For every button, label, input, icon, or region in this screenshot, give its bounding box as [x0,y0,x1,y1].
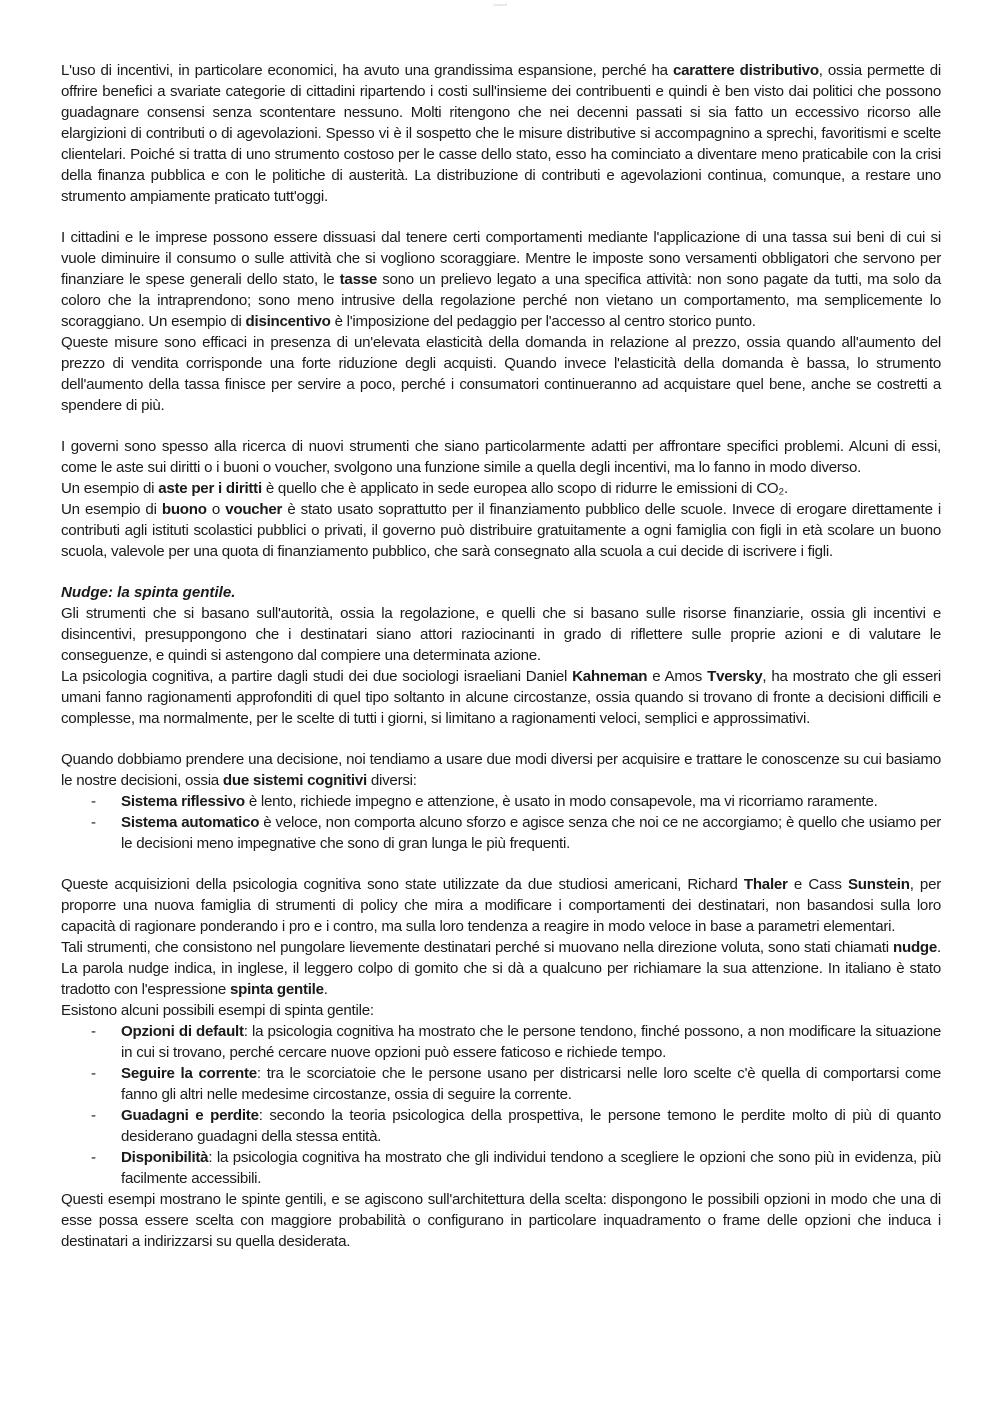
bold-term: voucher [225,501,283,518]
text-run: Un esempio di [61,480,159,497]
paragraph [61,937,941,1000]
text-run: sono un prelievo legato a una specifica attività: non sono pagate da tutti, ma solo da coloro che la intraprendono; sono meno intrusive della regolazione perché non vietano un comportamento, ma semplicemente lo scoraggiano. Un esempio di [61,271,941,330]
paragraph [61,603,941,666]
bold-term: Sistema automatico [121,814,260,831]
text-run: I governi sono spesso alla ricerca di nuovi strumenti che siano particolarmente adatti per affrontare specifici problemi. Alcuni di essi, come le aste sui diritti o i buoni o voucher, svolgono una funzione simile a quella degli incentivi, ma lo fanno in modo diverso. [61,438,941,476]
section-heading: Nudge: la spinta gentile. [61,584,236,601]
paragraph [61,749,941,791]
paragraph [61,499,941,562]
section-gap [61,562,941,582]
text-run: , ossia permette di offrire benefici a svariate categorie di cittadini ripartendo i costi sull'insieme dei contribuenti e quindi è ben visto dai politici che possono guadagnare consensi senza scontentare nessuno. Molti ritengono che nei decenni passati si sia fatto un eccessivo ricorso alle elargizioni di contributi o di agevolazioni. Spesso vi è il sospetto che le misure distributive si accompagnino a sprechi, favoritismi e scelte clientelari. Poiché si tratta di uno strumento costoso per le casse dello stato, esso ha cominciato a diventare meno praticabile con la crisi della finanza pubblica e con le politiche di austerità. La distribuzione di contributi e agevolazioni continua, comunque, a restare uno strumento ampiamente praticato tutt'oggi. [61,62,941,205]
section-gap [61,416,941,436]
paragraph [61,1189,941,1252]
text-run: è quello che è applicato in sede europea allo scopo di ridurre le emissioni di CO₂. [261,480,788,497]
document-page [61,60,941,1252]
bold-term: tasse [339,271,378,288]
text-run: . La parola nudge indica, in inglese, il leggero colpo di gomito che si dà a qualcuno per richiamare la sua attenzione. In italiano è stato tradotto con l'espressione [61,939,941,998]
bold-term: carattere distributivo [672,62,819,79]
text-run: , ha mostrato che gli esseri umani fanno ragionamenti approfonditi di quel tipo soltanto in alcune circostanze, ossia quando si trovano di fronte a decisioni difficili e complesse, ma normalmente, per le scelte di tutti i giorni, si limitano a ragionamenti veloci, semplici e approssimativi. [61,668,941,727]
bold-term: Thaler [743,876,788,893]
bold-term: disincentivo [245,313,331,330]
dash-list [61,1021,941,1189]
text-run: diversi: [366,772,417,789]
paragraph [61,874,941,937]
text-run: Queste acquisizioni della psicologia cognitiva sono state utilizzate da due studiosi americani, Richard [61,876,744,893]
text-run: : tra le scorciatoie che le persone usano per districarsi nelle loro scelte c'è quella di comportarsi come fanno gli altri nelle medesime circostanze, ossia di seguire la corrente. [121,1065,941,1103]
bold-term: Tversky [707,668,763,685]
list-item [121,791,941,812]
text-run: e Amos [647,668,708,685]
text-run: La psicologia cognitiva, a partire dagli studi dei due sociologi israeliani Daniel [61,668,573,685]
list-item [121,1021,941,1063]
text-run: Esistono alcuni possibili esempi di spinta gentile: [61,1002,374,1019]
text-run: e Cass [787,876,848,893]
text-run: o [206,501,226,518]
text-run: Gli strumenti che si basano sull'autorità, ossia la regolazione, e quelli che si basano sulle risorse finanziarie, ossia gli incentivi e disincentivi, presuppongono che i destinatari siano attori raziocinanti in grado di riflettere sulle proprie azioni e di valutare le conseguenze, e quindi si astengono dal compiere una determinata azione. [61,605,941,664]
text-run: Queste misure sono efficaci in presenza di un'elevata elasticità della domanda in relazione al prezzo, ossia quando all'aumento del prezzo di vendita corrisponde una forte riduzione degli acquisti. Quando invece l'elasticità della domanda è bassa, lo strumento dell'aumento della tassa finisce per servire a poco, perché i consumatori continueranno ad acquistare quel bene, anche se costretti a spendere di più. [61,334,941,414]
paragraph [61,1000,941,1021]
bold-term: Guadagni e perdite [121,1107,259,1124]
section-gap [61,854,941,874]
dash-list [61,791,941,854]
text-run: Questi esempi mostrano le spinte gentili, e se agiscono sull'architettura della scelta: dispongono le possibili opzioni in modo che una di esse possa essere scelta con maggiore probabilità o configurano in particolare inquadramento o frame delle opzioni che induca i destinatari a indirizzarsi su quella desiderata. [61,1191,941,1250]
paragraph [61,227,941,332]
text-run: Quando dobbiamo prendere una decisione, noi tendiamo a usare due modi diversi per acquisire e trattare le conoscenze su cui basiamo le nostre decisioni, ossia [61,751,941,789]
bold-term: Sistema riflessivo [121,793,245,810]
bold-term: Seguire la corrente [121,1065,257,1082]
list-item [121,1063,941,1105]
bold-term: buono [161,501,207,518]
text-run: I cittadini e le imprese possono essere dissuasi dal tenere certi comportamenti mediante l'applicazione di una tassa sui beni di cui si vuole diminuire il consumo o sulle attività che si vogliono scoraggiare. Mentre le imposte sono versamenti obbligatori che servono per finanziare le spese generali dello stato, le [61,229,941,288]
text-run: Tali strumenti, che consistono nel pungolare lievemente destinatari perché si muovano nella direzione voluta, sono stati chiamati [61,939,894,956]
text-run: è veloce, non comporta alcuno sforzo e agisce senza che noi ce ne accorgiamo; è quello che usiamo per le decisioni meno impegnative che sono di gran lunga le più frequenti. [121,814,941,852]
text-run: Un esempio di [61,501,162,518]
text-run: è stato usato soprattutto per il finanziamento pubblico delle scuole. Invece di erogare direttamente i contributi agli istituti scolastici pubblici o privati, il governo può distribuire gratuitamente a ogni famiglia con figli in età scolare un buono scuola, valevole per una quota di finanziamento pubblico, che sarà consegnato alla scuola a cui decide di iscrivere i figli. [61,501,941,560]
bold-term: Disponibilità [121,1149,209,1166]
text-run: è l'imposizione del pedaggio per l'accesso al centro storico punto. [330,313,756,330]
text-run: : la psicologia cognitiva ha mostrato che le persone tendono, finché possono, a non modificare la situazione in cui si trovano, perché cercare nuove opzioni può essere faticoso e richiede tempo. [121,1023,942,1061]
bold-term: aste per i diritti [158,480,262,497]
section-gap [61,729,941,749]
text-run: : la psicologia cognitiva ha mostrato che gli individui tendono a scegliere le opzioni che sono più in evidenza, più facilmente accessibili. [121,1149,941,1187]
text-run: : secondo la teoria psicologica della prospettiva, le persone temono le perdite molto di più di quanto desiderano guadagni della stessa entità. [121,1107,941,1145]
paragraph [61,332,941,416]
paragraph [61,60,941,207]
text-run: , per proporre una nuova famiglia di strumenti di policy che mira a modificare i comportamenti dei destinatari, non basandosi sulla loro capacità di ragionare ponderando i pro e i contro, ma sulla loro tendenza a reagire in modo veloce in base a parametri elementari. [61,876,941,935]
watermark: Unacolt [493,2,507,7]
text-run: L'uso di incentivi, in particolare economici, ha avuto una grandissima espansione, perché ha [61,62,673,79]
paragraph [61,478,941,499]
bold-term: Opzioni di default [121,1023,244,1040]
list-item [121,1147,941,1189]
bold-term: Sunstein [847,876,910,893]
paragraph [61,436,941,478]
bold-term: spinta gentile [229,981,324,998]
paragraph [61,666,941,729]
section-gap [61,207,941,227]
text-run: è lento, richiede impegno e attenzione, è usato in modo consapevole, ma vi ricorriamo raramente. [244,793,878,810]
bold-term: due sistemi cognitivi [222,772,367,789]
bold-term: Kahneman [572,668,648,685]
list-item [121,1105,941,1147]
bold-term: nudge [893,939,938,956]
list-item [121,812,941,854]
text-run: . [323,981,328,998]
